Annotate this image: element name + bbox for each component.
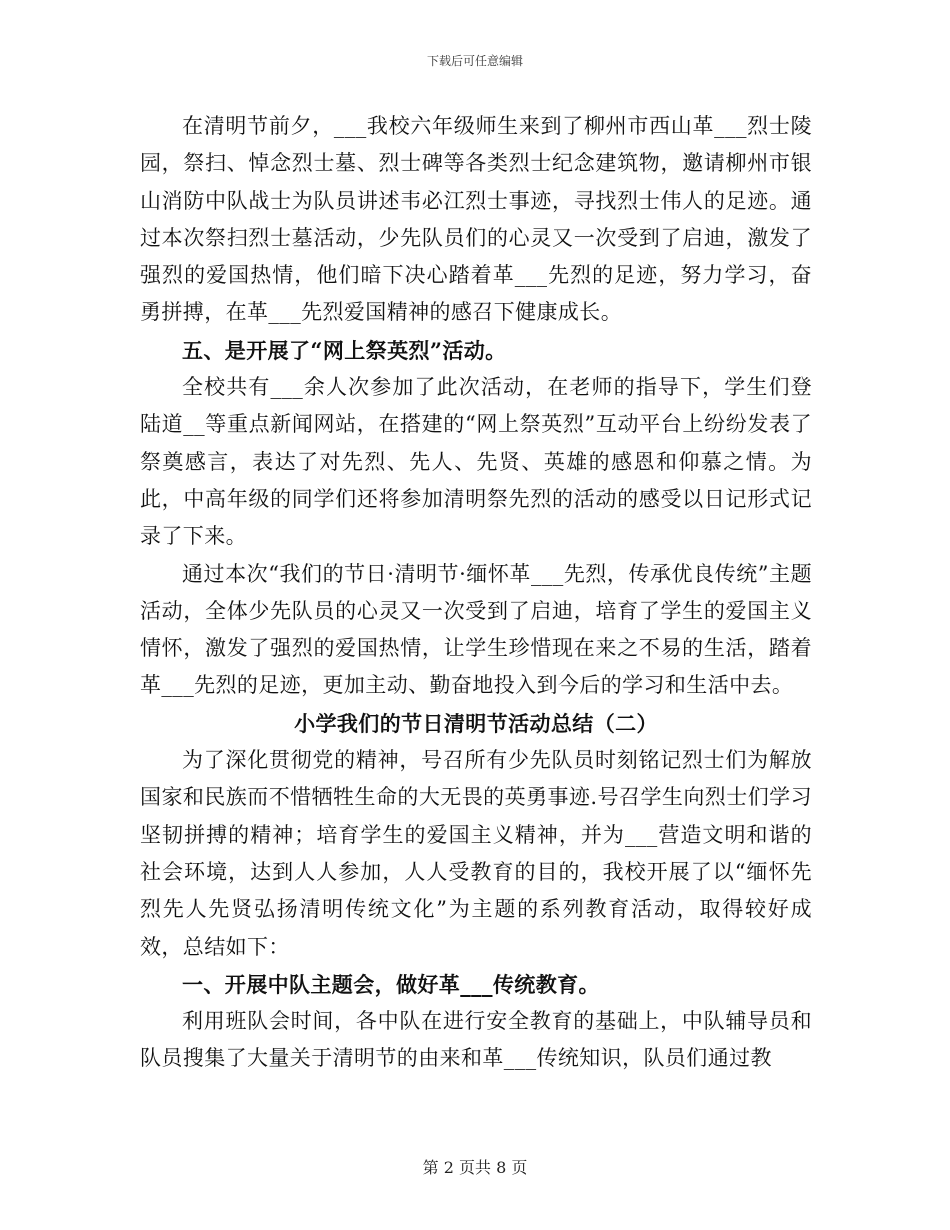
- section-heading-squad-meeting: 一、开展中队主题会，做好革___传统教育。: [182, 971, 600, 997]
- paragraph-squad-meeting: 利用班队会时间，各中队在进行安全教育的基础上，中队辅导员和队员搜集了大量关于清明节的由来和革___传统知识，队员们通过教: [140, 1009, 812, 1071]
- document-title-part-two: 小学我们的节日清明节活动总结（二）: [294, 710, 658, 736]
- document-body: [140, 108, 812, 1078]
- paragraph-qingming-visit: 在清明节前夕，___我校六年级师生来到了柳州市西山革___烈士陵园，祭扫、悼念烈士墓、烈士碑等各类烈士纪念建筑物，邀请柳州市银山消防中队战士为队员讲述韦必江烈士事迹，寻找烈士伟人的足迹。通过本次祭扫烈士墓活动，少先队员们的心灵又一次受到了启迪，激发了强烈的爱国热情，他们暗下决心踏着革___先烈的足迹，努力学习，奋勇拼搏，在革___先烈爱国精神的感召下健康成长。: [140, 114, 812, 325]
- paragraph-intro-part-two: 为了深化贯彻党的精神，号召所有少先队员时刻铭记烈士们为解放国家和民族而不惜牺牲生命的大无畏的英勇事迹.号召学生向烈士们学习坚韧拼搏的精神；培育学生的爱国主义精神，并为___营造文明和谐的社会环境，达到人人参加，人人受教育的目的，我校开展了以“缅怀先烈先人先贤弘扬清明传统文化”为主题的系列教育活动，取得较好成效，总结如下：: [140, 748, 812, 959]
- page-number-footer: 第 2 页共 8 页: [422, 1158, 528, 1177]
- header-note: 下载后可任意编辑: [426, 54, 523, 68]
- paragraph-activity-summary: 通过本次“我们的节日·清明节·缅怀革___先烈，传承优良传统”主题活动，全体少先队员的心灵又一次受到了启迪，培育了学生的爱国主义情怀，激发了强烈的爱国热情，让学生珍惜现在来之不易的生活，踏着革___先烈的足迹，更加主动、勤奋地投入到今后的学习和生活中去。: [140, 561, 812, 698]
- section-heading-online-tribute: 五、是开展了“网上祭英烈”活动。: [182, 337, 507, 363]
- paragraph-online-participation: 全校共有___余人次参加了此次活动，在老师的指导下，学生们登陆道__等重点新闻网站，在搭建的“网上祭英烈”互动平台上纷纷发表了祭奠感言，表达了对先烈、先人、先贤、英雄的感恩和仰慕之情。为此，中高年级的同学们还将参加清明祭先烈的活动的感受以日记形式记录了下来。: [140, 375, 812, 549]
